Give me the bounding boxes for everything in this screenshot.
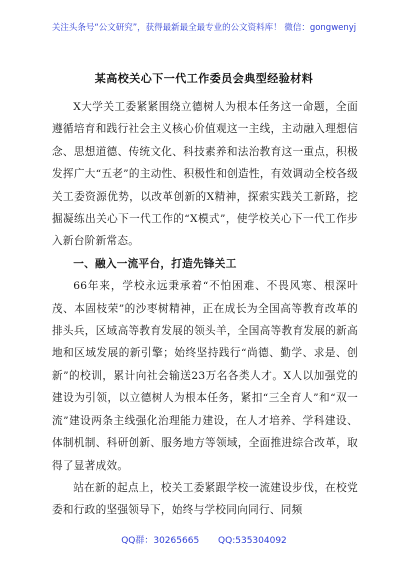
intro-paragraph: X大学关工委紧紧围绕立德树人为根本任务这一命题，全面遵循培育和践行社会主义核心价值观这一主线，主动融入理想信念、思想道德、传统文化、科技素养和法治教育这一重点，积极发挥广大“五老”的主动性、积极性和创造性，有效调动全校各级关工委资源优势，以改革创新的X精神，探索实践关工新路，挖掘凝练出关心下一代工作的“X模式”，使学校关心下一代工作步入新台阶新常态。 [52,101,358,248]
qq-text[interactable]: QQ:535304092 [218,536,287,546]
promo-banner[interactable]: 关注头条号“公文研究”，获得最新最全最专业的公文资料库！ 微信：gongwenyj [51,23,357,33]
footer-contacts [0,533,408,546]
section-heading: 一、融入一流平台，打造先锋关工 [73,257,237,270]
document-title: 某高校关心下一代工作委员会典型经验材料 [94,72,314,85]
document-body [52,96,358,522]
body-paragraph: 66年来，学校永远秉承着“不怕困难、不畏风寒、根深叶茂、本固枝荣”的沙枣树精神，正在成长为全国高等教育改革的排头兵，区域高等教育发展的领头羊，全国高等教育发展的新高地和区域发展的新引擎；始终坚持践行“尚德、勤学、求是、创新”的校训，累计向社会输送23万名各类人才。X人以加强党的建设为引领，以立德树人为根本任务，紧扣“三全育人”和“双一流”建设两条主线强化治理能力建设，在人才培养、学科建设、体制机制、科研创新、服务地方等领域，全面推进综合改革，取得了显著成效。 [52,280,358,472]
body-paragraph: 站在新的起点上，校关工委紧跟学校一流建设步伐，在校党委和行政的坚强领导下，始终与学校同向同行、同频 [52,481,358,517]
qq-group-text[interactable]: QQ群：30265665 [121,536,200,546]
